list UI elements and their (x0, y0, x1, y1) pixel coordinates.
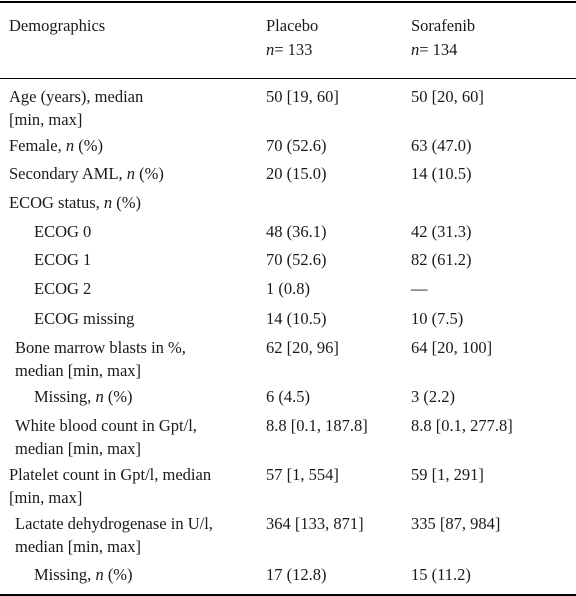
row-female-label-text: Female, (9, 136, 66, 155)
row-age-label-line2: [min, max] (9, 110, 83, 129)
row-ecog2-placebo: 1 (0.8) (266, 279, 310, 298)
header-placebo: Placebo (266, 16, 319, 35)
row-secondary-aml-label-text: Secondary AML, (9, 164, 127, 183)
row-platelet-label-line2: [min, max] (9, 488, 83, 507)
row-ldh-missing-label-text: Missing, (34, 565, 96, 584)
row-ecog0-label: ECOG 0 (34, 222, 92, 241)
row-ecog0-sorafenib: 42 (31.3) (411, 222, 472, 241)
row-ecog0-placebo: 48 (36.1) (266, 222, 327, 241)
row-secondary-aml-label-pct: (%) (135, 164, 164, 183)
row-secondary-aml-placebo: 20 (15.0) (266, 164, 327, 183)
row-secondary-aml-sorafenib: 14 (10.5) (411, 164, 472, 183)
row-bm-missing-label-pct: (%) (103, 387, 133, 406)
row-female-label-n: n (65, 136, 75, 155)
row-ldh-missing-label (34, 563, 133, 586)
row-bone-marrow-sorafenib: 64 [20, 100] (411, 338, 493, 357)
row-ldh-missing-sorafenib: 15 (11.2) (411, 565, 471, 584)
sorafenib-n-value: = 134 (419, 40, 458, 59)
row-ecog1-label: ECOG 1 (34, 250, 92, 269)
row-ecog1-sorafenib: 82 (61.2) (411, 250, 472, 269)
row-ldh-label-line2: median [min, max] (15, 537, 142, 556)
placebo-n (266, 38, 312, 61)
row-bm-missing-label-text: Missing, (34, 387, 96, 406)
row-wbc-label-line2: median [min, max] (15, 439, 142, 458)
row-bone-marrow-label-line1: Bone marrow blasts in %, (15, 338, 186, 357)
header-rule (0, 78, 576, 79)
row-ecog-missing-placebo: 14 (10.5) (266, 309, 327, 328)
row-ecog-missing-label: ECOG missing (34, 309, 135, 328)
bottom-rule (0, 594, 576, 596)
row-bone-marrow-placebo: 62 [20, 96] (266, 338, 339, 357)
row-age-placebo: 50 [19, 60] (266, 87, 339, 106)
header-demographics: Demographics (9, 16, 106, 35)
row-wbc-label-line1: White blood count in Gpt/l, (15, 416, 197, 435)
row-ldh-missing-label-n: n (95, 565, 104, 584)
row-ldh-missing-placebo: 17 (12.8) (266, 565, 327, 584)
row-female-label (9, 134, 103, 157)
row-ecog-missing-sorafenib: 10 (7.5) (411, 309, 464, 328)
row-ecog2-label: ECOG 2 (34, 279, 92, 298)
sorafenib-n (411, 38, 457, 61)
row-secondary-aml-label-n: n (126, 164, 136, 183)
row-ldh-label (15, 512, 213, 558)
header-sorafenib: Sorafenib (411, 16, 476, 35)
row-ldh-sorafenib: 335 [87, 984] (411, 514, 501, 533)
row-ecog1-placebo: 70 (52.6) (266, 250, 327, 269)
row-ecog-status-label (9, 191, 141, 214)
row-ecog2-sorafenib: — (411, 279, 428, 298)
row-platelet-label (9, 463, 211, 509)
row-bm-missing-sorafenib: 3 (2.2) (411, 387, 455, 406)
row-ldh-placebo: 364 [133, 871] (266, 514, 364, 533)
row-ldh-label-line1: Lactate dehydrogenase in U/l, (15, 514, 213, 533)
row-female-sorafenib: 63 (47.0) (411, 136, 472, 155)
row-ldh-missing-label-pct: (%) (103, 565, 133, 584)
row-female-label-pct: (%) (74, 136, 103, 155)
row-platelet-sorafenib: 59 [1, 291] (411, 465, 484, 484)
row-age-label-line1: Age (years), median (9, 87, 144, 106)
top-rule (0, 1, 576, 3)
row-ecog-status-label-pct: (%) (112, 193, 141, 212)
row-wbc-sorafenib: 8.8 [0.1, 277.8] (411, 416, 513, 435)
placebo-n-label: n (266, 40, 275, 59)
row-platelet-label-line1: Platelet count in Gpt/l, median (9, 465, 212, 484)
row-age-label (9, 85, 143, 131)
placebo-n-value: = 133 (274, 40, 313, 59)
row-bm-missing-placebo: 6 (4.5) (266, 387, 310, 406)
row-platelet-placebo: 57 [1, 554] (266, 465, 339, 484)
row-bm-missing-label (34, 385, 133, 408)
sorafenib-n-label: n (411, 40, 420, 59)
row-secondary-aml-label (9, 162, 164, 185)
row-bone-marrow-label (15, 336, 186, 382)
row-bone-marrow-label-line2: median [min, max] (15, 361, 142, 380)
row-wbc-label (15, 414, 197, 460)
row-female-placebo: 70 (52.6) (266, 136, 327, 155)
row-ecog-status-label-text: ECOG status, (9, 193, 104, 212)
row-age-sorafenib: 50 [20, 60] (411, 87, 484, 106)
row-ecog-status-label-n: n (103, 193, 113, 212)
row-bm-missing-label-n: n (95, 387, 104, 406)
row-wbc-placebo: 8.8 [0.1, 187.8] (266, 416, 368, 435)
